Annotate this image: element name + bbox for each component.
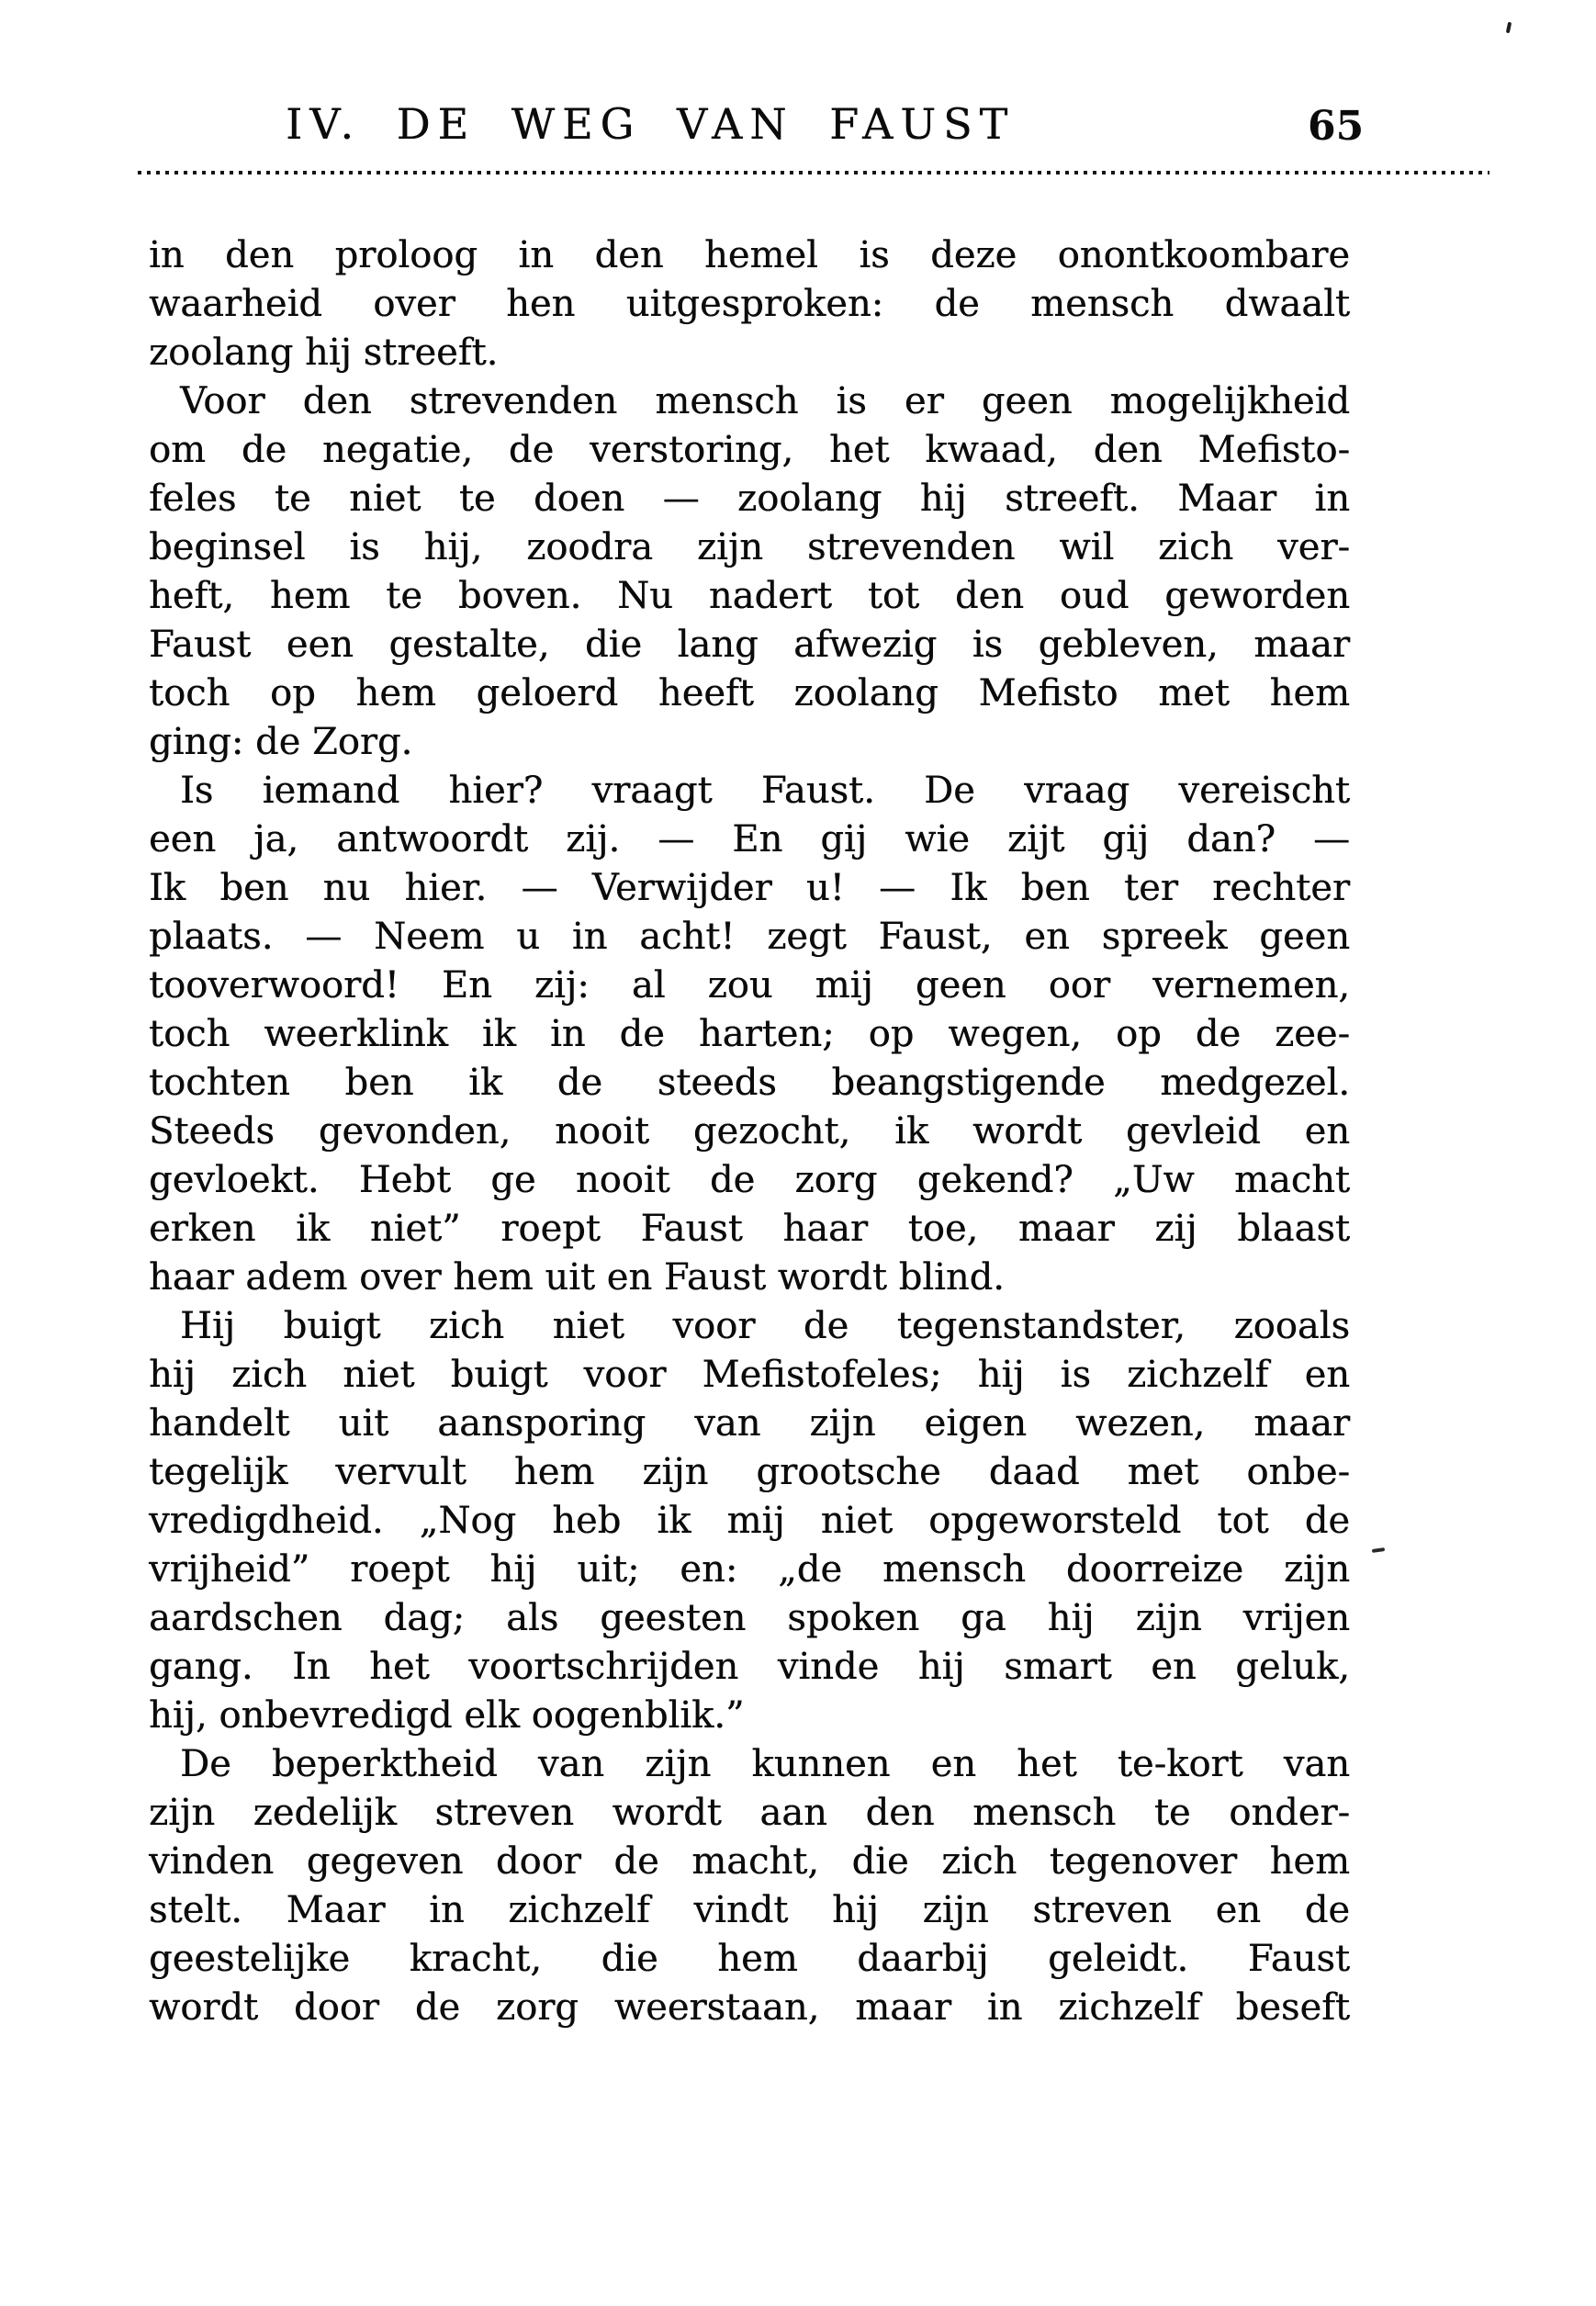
text-line: Steeds gevonden, nooit gezocht, ik wordt gevleid en bbox=[149, 1110, 1350, 1153]
body-text bbox=[149, 231, 1350, 2032]
text-line: Faust een gestalte, die lang afwezig is gebleven, maar bbox=[149, 624, 1350, 666]
text-line: Hij buigt zich niet voor de tegenstandster, zooals bbox=[180, 1305, 1350, 1347]
text-line: aardschen dag; als geesten spoken ga hij zijn vrijen bbox=[149, 1597, 1350, 1639]
text-line: plaats. — Neem u in acht! zegt Faust, en spreek geen bbox=[149, 916, 1350, 958]
scan-speck bbox=[1506, 22, 1512, 34]
text-line: een ja, antwoordt zij. — En gij wie zijt gij dan? — bbox=[149, 818, 1350, 861]
text-line: tooverwoord! En zij: al zou mij geen oor vernemen, bbox=[149, 964, 1350, 1007]
text-line: hij, onbevredigd elk oogenblik.” bbox=[149, 1694, 745, 1737]
page-number: 65 bbox=[1308, 103, 1365, 150]
text-line: in den proloog in den hemel is deze onontkoombare bbox=[149, 234, 1350, 276]
text-line: zoolang hij streeft. bbox=[149, 332, 499, 374]
text-line: Ik ben nu hier. — Verwijder u! — Ik ben ter rechter bbox=[149, 867, 1350, 909]
text-line: haar adem over hem uit en Faust wordt blind. bbox=[149, 1256, 1005, 1299]
dotted-rule bbox=[138, 171, 1489, 174]
text-line: gang. In het voortschrijden vinde hij smart en geluk, bbox=[149, 1646, 1350, 1688]
text-line: hij zich niet buigt voor Mefistofeles; hij is zichzelf en bbox=[149, 1354, 1350, 1396]
text-line: tochten ben ik de steeds beangstigende medgezel. bbox=[149, 1062, 1350, 1104]
text-line: stelt. Maar in zichzelf vindt hij zijn streven en de bbox=[149, 1889, 1350, 1931]
running-head bbox=[0, 101, 1596, 152]
text-line: feles te niet te doen — zoolang hij streeft. Maar in bbox=[149, 478, 1350, 520]
chapter-title: IV. DE WEG VAN FAUST bbox=[286, 99, 1016, 149]
scan-speck bbox=[1372, 1547, 1385, 1553]
text-line: ging: de Zorg. bbox=[149, 721, 413, 763]
text-line: tegelijk vervult hem zijn grootsche daad met onbe- bbox=[149, 1451, 1350, 1493]
text-line: erken ik niet” roept Faust haar toe, maar zij blaast bbox=[149, 1208, 1350, 1250]
text-line: wordt door de zorg weerstaan, maar in zichzelf beseft bbox=[149, 1986, 1350, 2029]
text-line: vredigdheid. „Nog heb ik mij niet opgeworsteld tot de bbox=[149, 1500, 1350, 1542]
text-line: De beperktheid van zijn kunnen en het te-kort van bbox=[180, 1743, 1350, 1785]
text-line: zijn zedelijk streven wordt aan den mensch te onder- bbox=[149, 1792, 1350, 1834]
text-line: vinden gegeven door de macht, die zich tegenover hem bbox=[149, 1840, 1350, 1883]
text-line: gevloekt. Hebt ge nooit de zorg gekend? „Uw macht bbox=[149, 1159, 1350, 1201]
text-line: beginsel is hij, zoodra zijn strevenden wil zich ver- bbox=[149, 526, 1350, 568]
text-line: Is iemand hier? vraagt Faust. De vraag vereischt bbox=[180, 770, 1350, 812]
text-line: heft, hem te boven. Nu nadert tot den oud geworden bbox=[149, 575, 1350, 617]
text-line: Voor den strevenden mensch is er geen mogelijkheid bbox=[180, 380, 1350, 422]
text-line: handelt uit aansporing van zijn eigen wezen, maar bbox=[149, 1402, 1350, 1445]
text-line: toch op hem geloerd heeft zoolang Mefisto met hem bbox=[149, 672, 1350, 714]
text-line: vrijheid” roept hij uit; en: „de mensch doorreize zijn bbox=[149, 1548, 1350, 1591]
text-line: toch weerklink ik in de harten; op wegen, op de zee- bbox=[149, 1013, 1350, 1055]
text-line: om de negatie, de verstoring, het kwaad, den Mefisto- bbox=[149, 429, 1350, 471]
text-line: waarheid over hen uitgesproken: de mensch dwaalt bbox=[149, 283, 1350, 325]
text-line: geestelijke kracht, die hem daarbij geleidt. Faust bbox=[149, 1938, 1350, 1980]
